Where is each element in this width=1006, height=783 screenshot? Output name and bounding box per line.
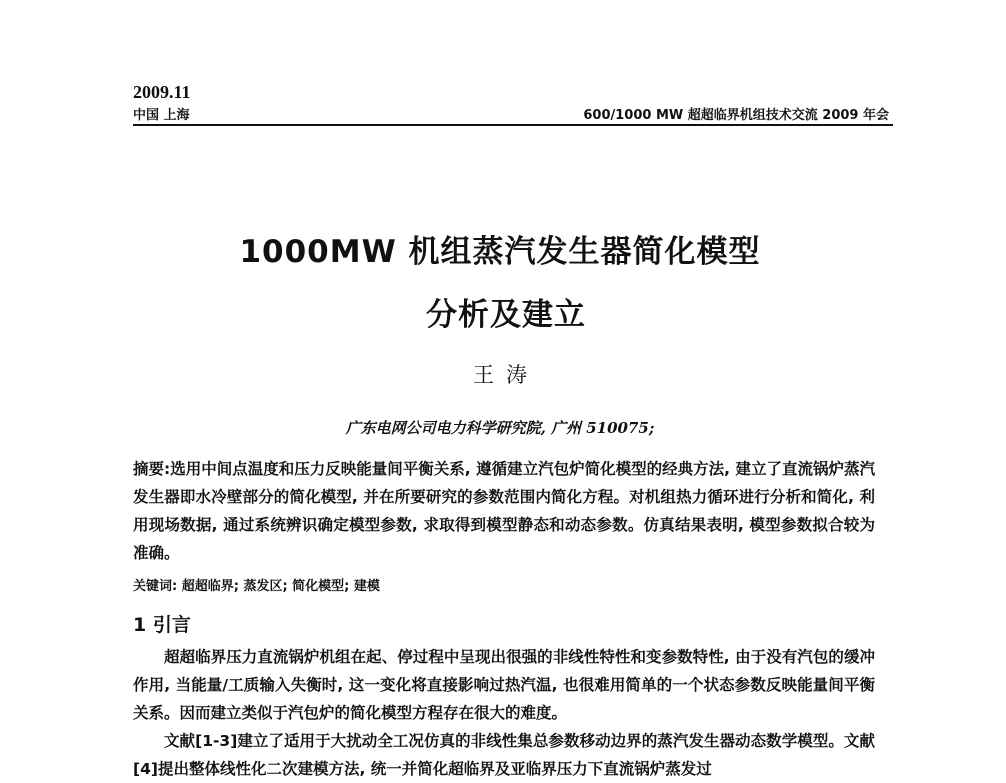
- page-header: [133, 82, 893, 124]
- intro-paragraph-2: 文献[1-3]建立了适用于大扰动全工况仿真的非线性集总参数移动边界的蒸汽发生器动态数学模型。文献[4]提出整体线性化二次建模方法, 统一并简化超临界及亚临界压力下直流锅炉蒸发过: [133, 732, 875, 778]
- header-location: 中国 上海: [133, 108, 190, 123]
- header-rule: [133, 124, 893, 126]
- keywords-label: 关键词:: [133, 579, 178, 594]
- abstract-label: 摘要:: [133, 460, 171, 478]
- paper-title-line1: 1000MW 机组蒸汽发生器简化模型: [239, 234, 761, 270]
- intro-paragraph-1: 超超临界压力直流锅炉机组在起、停过程中呈现出很强的非线性特性和变参数特性, 由于没有汽包的缓冲作用, 当能量/工质输入失衡时, 这一变化将直接影响过热汽温, 也很难用简单的一个状态参数反映能量间平衡关系。因而建立类似于汽包炉的简化模型方程存在很大的难度。: [133, 648, 875, 722]
- keywords: [133, 575, 875, 594]
- abstract: [133, 455, 875, 567]
- paper-affiliation: 广东电网公司电力科学研究院, 广州 510075;: [345, 419, 655, 437]
- section-body-intro: [133, 643, 875, 783]
- section-heading-intro: 1 引言: [133, 614, 191, 636]
- paper-title-line2: 分析及建立: [426, 297, 586, 333]
- header-date: 2009.11: [133, 82, 191, 102]
- keywords-text: 超超临界; 蒸发区; 简化模型; 建模: [181, 579, 380, 594]
- paper-author: 王涛: [473, 363, 539, 387]
- header-conference: 600/1000 MW 超超临界机组技术交流 2009 年会: [583, 108, 889, 123]
- abstract-text: 选用中间点温度和压力反映能量间平衡关系, 遵循建立汽包炉简化模型的经典方法, 建立了直流锅炉蒸汽发生器即水冷壁部分的简化模型, 并在所要研究的参数范围内简化方程。对机组热力循环进行分析和简化, 利用现场数据, 通过系统辨识确定模型参数, 求取得到模型静态和动态参数。仿真结果表明, 模型参数拟合较为准确。: [133, 460, 876, 562]
